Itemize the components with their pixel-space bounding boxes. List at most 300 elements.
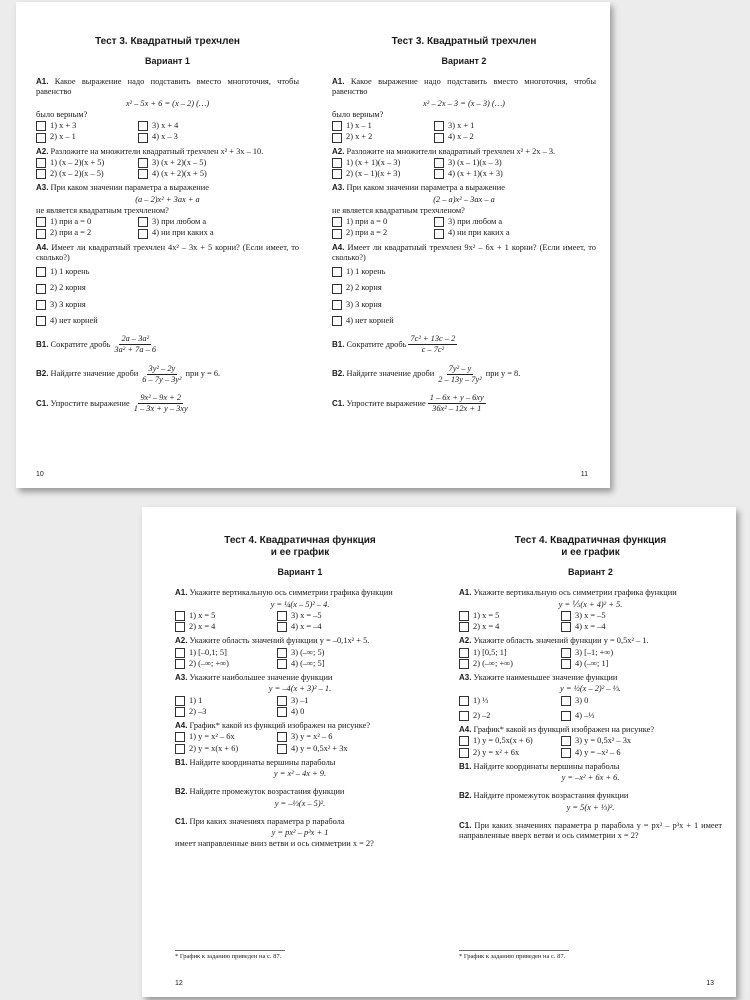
checkbox[interactable]	[175, 648, 185, 658]
checkbox[interactable]	[277, 732, 287, 742]
answer-option[interactable]	[36, 267, 299, 277]
question-a1	[36, 77, 299, 143]
option-label: 3) 3 корня	[50, 299, 86, 309]
answer-option[interactable]	[561, 659, 722, 669]
answer-option[interactable]	[561, 622, 722, 632]
answer-option[interactable]	[277, 611, 425, 621]
checkbox[interactable]	[175, 611, 185, 621]
checkbox[interactable]	[36, 217, 46, 227]
answer-option[interactable]	[434, 121, 596, 131]
question-number: В1.	[175, 757, 188, 767]
checkbox[interactable]	[36, 121, 46, 131]
option-label: 1) (x + 1)(x – 3)	[346, 157, 401, 167]
checkbox[interactable]	[561, 711, 571, 721]
question-formula: y = x² – 4x + 9.	[273, 769, 327, 779]
option-label: 3) y = x² – 6	[291, 732, 333, 742]
question-b1	[175, 758, 425, 780]
answer-option[interactable]	[138, 228, 299, 238]
checkbox[interactable]	[175, 696, 185, 706]
fraction-denominator: 2 – 13y – 7y²	[438, 374, 482, 384]
question-a1	[332, 77, 596, 143]
checkbox[interactable]	[36, 158, 46, 168]
answer-option[interactable]	[36, 228, 138, 238]
fraction-denominator: 6 – 7y – 3y²	[142, 374, 182, 384]
checkbox[interactable]	[459, 659, 469, 669]
answer-option[interactable]	[434, 132, 596, 142]
answer-option[interactable]	[561, 648, 722, 658]
question-formula: y = ½(x – 2)² – ⅓.	[560, 684, 621, 694]
page-11	[313, 2, 610, 488]
question-text: Разложите на множители квадратный трехчлен x² + 2x – 3.	[346, 146, 556, 156]
question-number: В2.	[332, 369, 345, 379]
checkbox[interactable]	[36, 229, 46, 239]
option-label: 3) (x – 1)(x – 3)	[448, 157, 502, 167]
question-text: Укажите область значений функции y = 0,5x² – 1.	[473, 636, 649, 646]
question-b2	[175, 787, 425, 809]
answer-option[interactable]	[36, 121, 138, 131]
checkbox[interactable]	[332, 169, 342, 179]
answer-option[interactable]	[332, 217, 434, 227]
option-label: 2) y = x(x + 6)	[189, 743, 239, 753]
answer-options	[332, 158, 596, 180]
question-formula: x² – 5x + 6 = (x – 2) (…)	[125, 98, 210, 108]
answer-option[interactable]	[459, 648, 561, 658]
answer-option[interactable]	[175, 648, 277, 658]
answer-option[interactable]	[332, 158, 434, 168]
fraction	[140, 364, 183, 386]
answer-option[interactable]	[434, 158, 596, 168]
option-label: 2) x + 2	[346, 132, 373, 142]
question-text: Укажите наименьшее значение функции	[473, 673, 618, 683]
fraction-denominator: 36x² – 12x + 1	[432, 404, 482, 414]
footnote: * График к заданию приведен на с. 87.	[459, 950, 569, 961]
checkbox[interactable]	[561, 748, 571, 758]
question-a3	[332, 183, 596, 238]
question-a3	[175, 673, 425, 717]
checkbox[interactable]	[277, 611, 287, 621]
answer-option[interactable]	[459, 711, 561, 721]
question-number: С1.	[459, 820, 472, 830]
option-label: 4) (x + 1)(x + 3)	[448, 169, 503, 179]
option-label: 1) x + 3	[50, 121, 77, 131]
checkbox[interactable]	[332, 267, 342, 277]
answer-option[interactable]	[561, 748, 722, 758]
option-label: 2) (x – 2)(x – 5)	[50, 169, 104, 179]
question-number: А1.	[459, 588, 472, 598]
fraction-numerator: 7c² + 13c – 2	[408, 334, 457, 345]
question-text: Укажите вертикальную ось симметрии графика функции	[473, 588, 677, 598]
question-text: Найдите промежуток возрастания функции	[473, 791, 629, 801]
question-b1	[459, 762, 722, 784]
test-title: Тест 3. Квадратный трехчлен	[95, 36, 240, 47]
answer-option[interactable]	[175, 611, 277, 621]
checkbox[interactable]	[434, 169, 444, 179]
question-text: Найдите значение дроби	[346, 369, 435, 379]
question-text-after: не является квадратным трехчленом?	[36, 205, 169, 215]
option-label: 4) ни при каких a	[152, 228, 214, 238]
answer-option[interactable]	[332, 316, 596, 326]
answer-option[interactable]	[36, 316, 299, 326]
answer-option[interactable]	[561, 611, 722, 621]
question-number: А1.	[332, 77, 345, 87]
option-label: 2) (–∞; +∞)	[473, 658, 513, 668]
answer-option[interactable]	[332, 300, 596, 310]
option-label: 3) при любом a	[448, 217, 503, 227]
question-formula: y = ⅕(x + 4)² + 5.	[558, 599, 623, 609]
option-label: 2) (x – 1)(x + 3)	[346, 169, 401, 179]
answer-options	[175, 696, 425, 718]
checkbox[interactable]	[434, 133, 444, 143]
option-label: 3) 3 корня	[346, 299, 382, 309]
test-title	[175, 535, 425, 559]
answer-option[interactable]	[434, 217, 596, 227]
question-number: А3.	[36, 183, 49, 193]
test-title-line-2: и ее график	[561, 547, 620, 559]
answer-option[interactable]	[277, 707, 425, 717]
option-label: 1) y = x² – 6x	[189, 732, 235, 742]
checkbox[interactable]	[138, 133, 148, 143]
checkbox[interactable]	[36, 169, 46, 179]
checkbox[interactable]	[434, 229, 444, 239]
answer-option[interactable]	[277, 622, 425, 632]
answer-option[interactable]	[459, 736, 561, 746]
option-label: 1) x = 5	[473, 610, 500, 620]
answer-option[interactable]	[459, 611, 561, 621]
question-number: В2.	[175, 787, 188, 797]
question-text-after: при y = 8.	[485, 369, 521, 379]
checkbox[interactable]	[561, 659, 571, 669]
checkbox[interactable]	[561, 648, 571, 658]
answer-option[interactable]	[36, 217, 138, 227]
option-label: 3) (x + 2)(x – 5)	[152, 157, 207, 167]
checkbox[interactable]	[332, 217, 342, 227]
fraction	[428, 393, 486, 415]
question-formula: y = –⅓(x – 5)².	[274, 798, 326, 808]
fraction	[132, 393, 190, 415]
checkbox[interactable]	[175, 732, 185, 742]
page-number: 11	[580, 471, 588, 479]
option-label: 4) y = 0,5x² + 3x	[291, 743, 348, 753]
answer-option[interactable]	[138, 132, 299, 142]
answer-option[interactable]	[36, 132, 138, 142]
question-number: А2.	[332, 146, 345, 156]
option-label: 1) [0,5; 1]	[473, 647, 507, 657]
answer-option[interactable]	[138, 158, 299, 168]
checkbox[interactable]	[36, 300, 46, 310]
answer-options	[36, 267, 299, 326]
answer-options	[175, 648, 425, 670]
option-label: 3) [–1; +∞)	[575, 647, 614, 657]
checkbox[interactable]	[277, 648, 287, 658]
question-number: А4.	[459, 725, 472, 735]
question-text: Найдите значение дроби	[50, 369, 139, 379]
answer-option[interactable]	[277, 696, 425, 706]
option-label: 4) нет корней	[50, 315, 98, 325]
checkbox[interactable]	[175, 744, 185, 754]
checkbox[interactable]	[332, 121, 342, 131]
question-text: Найдите координаты вершины параболы	[473, 761, 620, 771]
answer-option[interactable]	[175, 622, 277, 632]
option-label: 2) 2 корня	[346, 283, 382, 293]
option-label: 4) x – 3	[152, 132, 178, 142]
checkbox[interactable]	[277, 659, 287, 669]
answer-option[interactable]	[138, 121, 299, 131]
question-a2	[332, 147, 596, 180]
checkbox[interactable]	[277, 744, 287, 754]
answer-option[interactable]	[332, 121, 434, 131]
option-label: 4) x = –4	[291, 622, 322, 632]
checkbox[interactable]	[138, 121, 148, 131]
answer-option[interactable]	[561, 696, 722, 706]
option-label: 2) –2	[473, 710, 491, 720]
question-text: Укажите вертикальную ось симметрии графика функции	[189, 588, 393, 598]
test-title-line-1: Тест 4. Квадратичная функция	[514, 535, 667, 546]
question-text: График* какой из функций изображен на рисунке?	[189, 721, 371, 731]
question-text: Какое выражение надо подставить вместо многоточия, чтобы равенство	[36, 77, 299, 97]
checkbox[interactable]	[332, 300, 342, 310]
fraction	[408, 334, 457, 356]
option-label: 2) –3	[189, 706, 207, 716]
option-label: 4) нет корней	[346, 315, 394, 325]
checkbox[interactable]	[332, 284, 342, 294]
answer-options	[459, 736, 722, 758]
question-number: А1.	[175, 588, 188, 598]
option-label: 1) ⅓	[473, 695, 489, 705]
answer-option[interactable]	[36, 169, 138, 179]
checkbox[interactable]	[459, 611, 469, 621]
checkbox[interactable]	[175, 659, 185, 669]
answer-options	[332, 217, 596, 239]
question-number: А2.	[175, 636, 188, 646]
option-label: 2) при a = 2	[346, 228, 388, 238]
option-label: 4) (–∞; 1]	[575, 658, 609, 668]
checkbox[interactable]	[332, 133, 342, 143]
option-label: 4) ни при каких a	[448, 228, 510, 238]
answer-option[interactable]	[277, 659, 425, 669]
answer-option[interactable]	[459, 622, 561, 632]
checkbox[interactable]	[138, 158, 148, 168]
option-label: 1) 1 корень	[346, 267, 386, 277]
option-label: 4) x = –4	[575, 622, 606, 632]
checkbox[interactable]	[434, 121, 444, 131]
fraction-denominator: 3a² + 7a – 6	[114, 345, 157, 355]
checkbox[interactable]	[434, 158, 444, 168]
checkbox[interactable]	[561, 622, 571, 632]
checkbox[interactable]	[36, 133, 46, 143]
question-formula: (a – 2)x² + 3ax + a	[135, 194, 200, 204]
question-text-after: при y = 6.	[185, 369, 221, 379]
option-label: 4) (x + 2)(x + 5)	[152, 169, 207, 179]
question-b1	[36, 334, 299, 356]
checkbox[interactable]	[332, 316, 342, 326]
option-label: 1) при a = 0	[346, 217, 388, 227]
question-a2	[36, 147, 299, 180]
variant-title: Вариант 2	[441, 56, 487, 67]
checkbox[interactable]	[459, 736, 469, 746]
checkbox[interactable]	[459, 711, 469, 721]
page-number: 13	[706, 980, 714, 988]
question-b1	[332, 334, 596, 356]
option-label: 2) x = 4	[189, 622, 216, 632]
option-label: 4) (–∞; 5]	[291, 658, 325, 668]
question-c1	[332, 393, 596, 415]
question-number: А3.	[459, 673, 472, 683]
question-a1	[175, 588, 425, 632]
option-label: 2) x = 4	[473, 622, 500, 632]
option-label: 3) (–∞; 5)	[291, 647, 325, 657]
question-formula: y = 5(x + ⅓)².	[566, 802, 615, 812]
checkbox[interactable]	[175, 707, 185, 717]
answer-option[interactable]	[459, 748, 561, 758]
answer-option[interactable]	[434, 228, 596, 238]
answer-option[interactable]	[332, 169, 434, 179]
checkbox[interactable]	[459, 696, 469, 706]
checkbox[interactable]	[459, 622, 469, 632]
option-label: 3) 0	[575, 695, 589, 705]
answer-option[interactable]	[36, 158, 138, 168]
answer-options	[459, 696, 722, 722]
page-number: 10	[36, 471, 44, 479]
answer-option[interactable]	[36, 300, 299, 310]
question-text: При каких значениях параметра p парабола y = px² – p³x + 1 имеет направленные вверх ветви и ось симметрии x = 2?	[459, 820, 722, 841]
option-label: 1) (x – 2)(x + 5)	[50, 157, 105, 167]
answer-options	[175, 611, 425, 633]
answer-option[interactable]	[277, 732, 425, 742]
test-title-line-2: и ее график	[270, 547, 330, 559]
checkbox[interactable]	[459, 648, 469, 658]
question-b2	[332, 364, 596, 386]
question-number: В2.	[459, 791, 472, 801]
answer-option[interactable]	[277, 744, 425, 754]
checkbox[interactable]	[434, 217, 444, 227]
question-b2	[459, 791, 722, 813]
checkbox[interactable]	[332, 229, 342, 239]
answer-option[interactable]	[138, 169, 299, 179]
answer-options	[36, 121, 299, 143]
answer-options	[175, 732, 425, 754]
variant-title: Вариант 2	[568, 567, 613, 578]
fraction-numerator: 9x² – 9x + 2	[138, 393, 183, 404]
question-text: Имеет ли квадратный трехчлен 4x² – 3x + 5 корни? (Если имеет, то сколько?)	[36, 242, 299, 262]
answer-option[interactable]	[459, 696, 561, 706]
question-text: Укажите область значений функции y = –0,1x² + 5.	[189, 636, 370, 646]
fraction-numerator: 7y² – y	[447, 364, 474, 375]
question-text: Упростите выражение	[50, 398, 130, 408]
question-formula: (2 – a)x² – 3ax – a	[433, 194, 495, 204]
option-label: 2) 2 корня	[50, 283, 86, 293]
option-label: 3) x = –5	[575, 610, 606, 620]
question-formula: y = px² – p³x + 1	[271, 828, 329, 838]
question-number: А4.	[36, 242, 49, 252]
question-text: Упростите выражение	[346, 398, 426, 408]
checkbox[interactable]	[36, 267, 46, 277]
question-text: График* какой из функций изображен на рисунке?	[473, 725, 655, 735]
question-number: А3.	[175, 673, 188, 683]
checkbox[interactable]	[138, 229, 148, 239]
checkbox[interactable]	[459, 748, 469, 758]
answer-option[interactable]	[175, 696, 277, 706]
checkbox[interactable]	[138, 217, 148, 227]
question-a1	[459, 588, 722, 632]
question-number: С1.	[332, 398, 345, 408]
question-text: Сократите дробь	[346, 339, 407, 349]
checkbox[interactable]	[332, 158, 342, 168]
checkbox[interactable]	[561, 736, 571, 746]
checkbox[interactable]	[277, 696, 287, 706]
answer-option[interactable]	[36, 283, 299, 293]
question-number: А4.	[332, 242, 345, 252]
question-a4	[36, 243, 299, 327]
question-a4	[175, 721, 425, 754]
option-label: 3) –1	[291, 695, 309, 705]
question-b2	[36, 364, 299, 386]
checkbox[interactable]	[277, 622, 287, 632]
question-number: А2.	[459, 636, 472, 646]
question-number: А3.	[332, 183, 345, 193]
question-a2	[175, 636, 425, 669]
checkbox[interactable]	[36, 316, 46, 326]
checkbox[interactable]	[561, 611, 571, 621]
answer-option[interactable]	[175, 659, 277, 669]
question-text: Найдите координаты вершины параболы	[189, 757, 336, 767]
test-title: Тест 3. Квадратный трехчлен	[391, 36, 537, 47]
answer-option[interactable]	[561, 711, 722, 721]
answer-option[interactable]	[434, 169, 596, 179]
option-label: 3) при любом a	[152, 217, 207, 227]
answer-option[interactable]	[561, 736, 722, 746]
question-text-after: было верным?	[36, 109, 88, 119]
option-label: 2) x – 1	[50, 132, 76, 142]
question-text: Укажите наибольшее значение функции	[189, 673, 333, 683]
answer-option[interactable]	[332, 132, 434, 142]
question-c1	[459, 821, 722, 842]
variant-title: Вариант 1	[145, 56, 190, 67]
answer-option[interactable]	[175, 732, 277, 742]
answer-option[interactable]	[138, 217, 299, 227]
answer-option[interactable]	[175, 744, 277, 754]
checkbox[interactable]	[36, 284, 46, 294]
option-label: 2) при a = 2	[50, 228, 92, 238]
question-text: Имеет ли квадратный трехчлен 9x² – 6x + 1 корни? (Если имеет, то сколько?)	[332, 242, 596, 262]
fraction	[436, 364, 483, 386]
checkbox[interactable]	[277, 707, 287, 717]
checkbox[interactable]	[175, 622, 185, 632]
answer-option[interactable]	[175, 707, 277, 717]
test-title	[459, 535, 722, 559]
answer-option[interactable]	[332, 267, 596, 277]
page-13	[439, 507, 736, 997]
answer-option[interactable]	[277, 648, 425, 658]
answer-option[interactable]	[459, 659, 561, 669]
answer-options	[332, 121, 596, 143]
question-text: Сократите дробь	[50, 339, 111, 349]
option-label: 4) –⅓	[575, 710, 595, 720]
option-label: 4) y = –x² – 6	[575, 747, 621, 757]
checkbox[interactable]	[138, 169, 148, 179]
page-number: 12	[175, 980, 183, 988]
answer-options	[459, 648, 722, 670]
footnote: * График к заданию приведен на с. 87.	[175, 950, 285, 961]
question-formula: y = ¼(x – 5)² – 4.	[270, 599, 330, 609]
option-label: 1) при a = 0	[50, 217, 92, 227]
variant-title: Вариант 1	[277, 567, 323, 578]
question-a3	[36, 183, 299, 238]
answer-options	[332, 267, 596, 326]
answer-option[interactable]	[332, 283, 596, 293]
option-label: 1) 1	[189, 695, 203, 705]
answer-option[interactable]	[332, 228, 434, 238]
checkbox[interactable]	[561, 696, 571, 706]
